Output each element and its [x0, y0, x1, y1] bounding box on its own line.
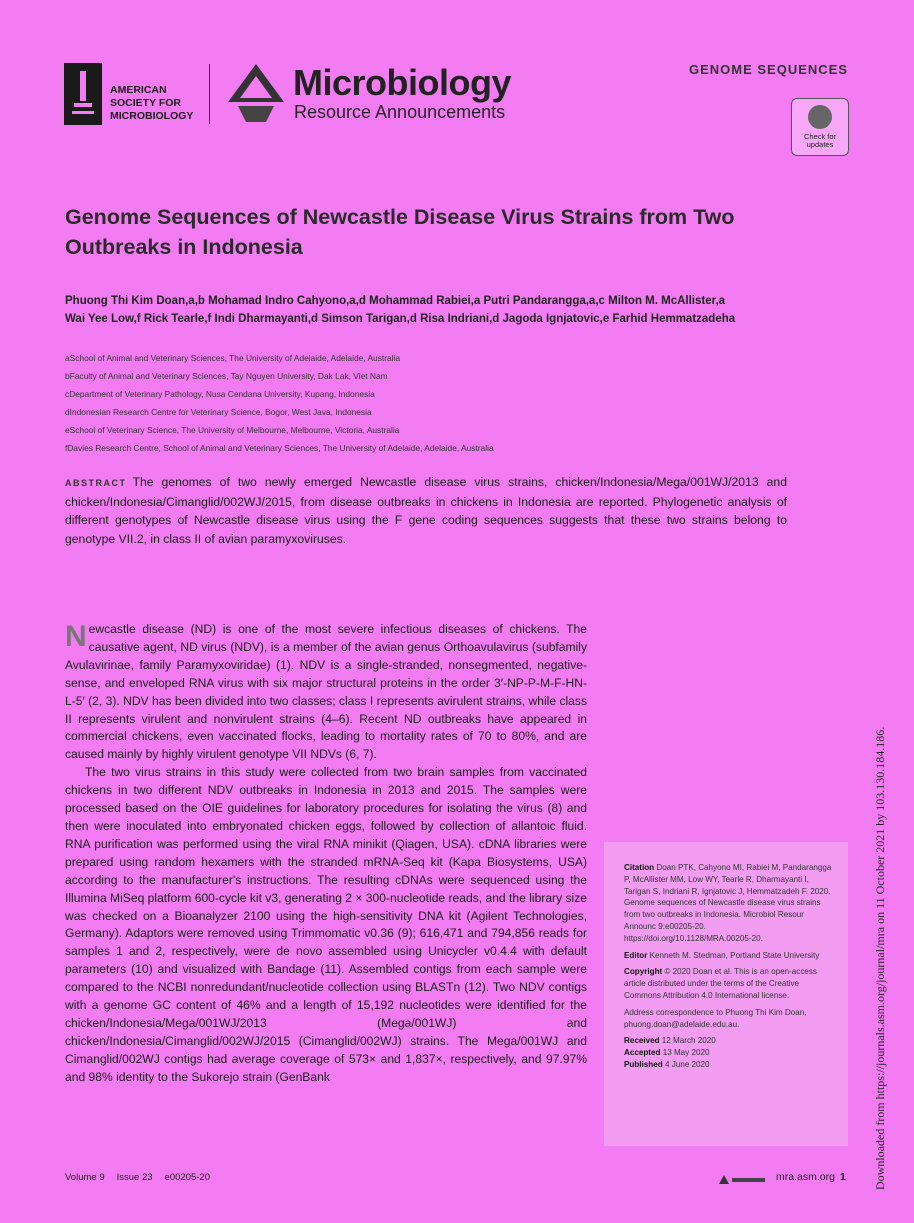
issue: Issue 23 — [116, 1172, 153, 1183]
header-divider — [209, 64, 210, 124]
bookmark-icon — [808, 105, 832, 129]
editor-block: Editor Kenneth M. Stedman, Portland State University — [624, 950, 820, 960]
drop-cap: N — [65, 620, 87, 653]
copyright-block: Copyright © 2020 Doan et al. This is an open-access article distributed under the terms of the Creative Commons Attribution 4.0 International license. — [624, 967, 817, 1000]
authors-line-1: Phuong Thi Kim Doan,a,b Mohamad Indro Cahyono,a,d Mohammad Rabiei,a Putri Pandarangga,a,c Milton M. McAllister,a — [65, 295, 726, 307]
article-title: Genome Sequences of Newcastle Disease Virus Strains from Two Outbreaks in Indonesia — [65, 205, 735, 259]
citation-block: Citation Doan PTK, Cahyono MI, Rabiei M, Pandarangga P, McAllister MM, Low WY, Tearle R, Dharmayanti I, Tarigan S, Indriani R, Ignjatovic J, Hemmatzadeh F. 2020. Genome sequences of Newcastle disease virus strains from two outbreaks in Indonesia. Microbiol Resour Announc 9:e00205-20. https://doi.org/10.1128/MRA.00205-20. — [624, 863, 832, 943]
paragraph: The two virus strains in this study were collected from two brain samples from vaccinated chickens in two different NDV outbreaks in Indonesia in 2013 and 2015. The samples were processed based on the OIE guidelines for laboratory procedures for isolating the virus (8) and then were inoculated into embryonated chicken eggs, followed by collection of allantoic fluid. RNA purification was performed using the viral RNA minikit (Qiagen, USA). cDNA libraries were prepared using random hexamers with the stranded mRNA-Seq kit (Kapa Biosystems, USA) according to the manufacturer's instructions. The resulting cDNAs were sequenced using the Illumina MiSeq platform 600-cycle kit v3, generating 2 × 300-nucleotide reads, and the library size was checked on a Bioanalyzer 2100 using the high-sensitivity DNA kit (Agilent Technologies, Germany). Adaptors were removed using Trimmomatic v0.36 (9); 616,471 and 794,856 reads for samples 1 and 2, respectively, were de novo assembled using Unicycler v0.4.4 with default parameters (10) and visualized with Bandage (11). Assembled contigs from each sample were compared to the NCBI nonredundant/nucleotide collection using BLASTn (12). Two NDV contigs with a genome GC content of 46% and a length of 15,192 nucleotides were identified for the chicken/Indonesia/Mega/001WJ/2013 (Mega/001WJ) and chicken/Indonesia/Cimanglid/002WJ/2015 (Cimanglid/002WJ) strains. The Mega/001WJ and Cimanglid/002WJ contigs had average coverage of 573× and 1,837×, respectively, and 97.97% and 98% identity to the Sukorejo strain (GenBank — [65, 765, 587, 1084]
asm-logo-icon — [64, 63, 102, 125]
society-name: AMERICAN SOCIETY FOR MICROBIOLOGY — [110, 84, 194, 122]
affiliation-item: aSchool of Animal and Veterinary Sciences, The University of Adelaide, Adelaide, Australia — [65, 353, 401, 363]
affiliations — [65, 349, 765, 457]
footer-journal-logo-icon — [719, 1172, 767, 1182]
authors-line-2: Wai Yee Low,f Rick Tearle,f Indi Dharmayanti,d Simson Tarigan,d Risa Indriani,d Jagoda Ignjatovic,e Farhid Hemmatzadeha — [65, 313, 736, 325]
check-for-updates-button[interactable] — [791, 98, 849, 156]
page-number: 1 — [840, 1171, 846, 1183]
footer-citation — [65, 1172, 222, 1183]
abstract-text: The genomes of two newly emerged Newcastle disease virus strains, chicken/Indonesia/Mega/001WJ/2013 and chicken/Indonesia/Cimanglid/002WJ/2015, from disease outbreaks in chickens in Indonesia are reported. Phylogenetic analysis of different genotypes of Newcastle disease virus using the F gene coding sequences suggests that these two strains belong to genotype VII.2, in class II of avian paramyxoviruses. — [65, 475, 787, 546]
section-label: GENOME SEQUENCES — [688, 62, 848, 77]
abstract — [65, 473, 787, 548]
body-text — [65, 621, 587, 1087]
affiliation-item: bFaculty of Animal and Veterinary Sciences, Tay Nguyen University, Dak Lak, Viet Nam — [65, 371, 388, 381]
affiliation-item: dIndonesian Research Centre for Veterinary Science, Bogor, West Java, Indonesia — [65, 407, 372, 417]
article-info-sidebar — [604, 842, 848, 1146]
affiliation-item: cDepartment of Veterinary Pathology, Nusa Cendana University, Kupang, Indonesia — [65, 389, 375, 399]
abstract-label: ABSTRACT — [65, 478, 127, 488]
author-list — [65, 292, 835, 328]
article-id: e00205-20 — [164, 1172, 210, 1183]
correspondence-block: Address correspondence to Phuong Thi Kim Doan, phuong.doan@adelaide.edu.au. — [624, 1007, 807, 1029]
dates-block: Received 12 March 2020 Accepted 13 May 2020 Published 4 June 2020 — [624, 1036, 716, 1069]
journal-name: Microbiology — [293, 62, 511, 103]
download-watermark: Downloaded from https://journals.asm.org/journal/mra on 11 October 2021 by 103.130.184.186. — [873, 726, 887, 1190]
journal-logo-icon — [226, 62, 286, 124]
check-updates-label: Check for updates — [803, 132, 837, 149]
journal-url-link[interactable]: mra.asm.org — [776, 1171, 835, 1183]
volume: Volume 9 — [65, 1172, 105, 1183]
paragraph: Newcastle disease (ND) is one of the most severe infectious diseases of chickens. The causative agent, ND virus (NDV), is a member of the avian genus Orthoavulavirus (subfamily Avulavirinae, family Paramyxoviridae) (1). NDV is a single-stranded, nonsegmented, negative-sense, and enveloped RNA virus with six major structural proteins in the order 3′-NP-P-M-F-HN-L-5′ (2, 3). NDV has been divided into two classes; class I represents avirulent strains, while class II represents virulent and nonvirulent strains (4–6). Recent ND outbreaks have appeared in commercial chickens, even vaccinated flocks, leading to mortality rates of 70 to 80%, and are caused mainly by highly virulent genotype VII NDVs (6, 7). — [65, 620, 587, 762]
affiliation-item: eSchool of Veterinary Science, The University of Melbourne, Melbourne, Victoria, Australia — [65, 425, 400, 435]
journal-subtitle: Resource Announcements — [294, 102, 506, 122]
affiliation-item: fDavies Research Centre, School of Animal and Veterinary Sciences, The University of Adelaide, Adelaide, Australia — [65, 443, 494, 453]
